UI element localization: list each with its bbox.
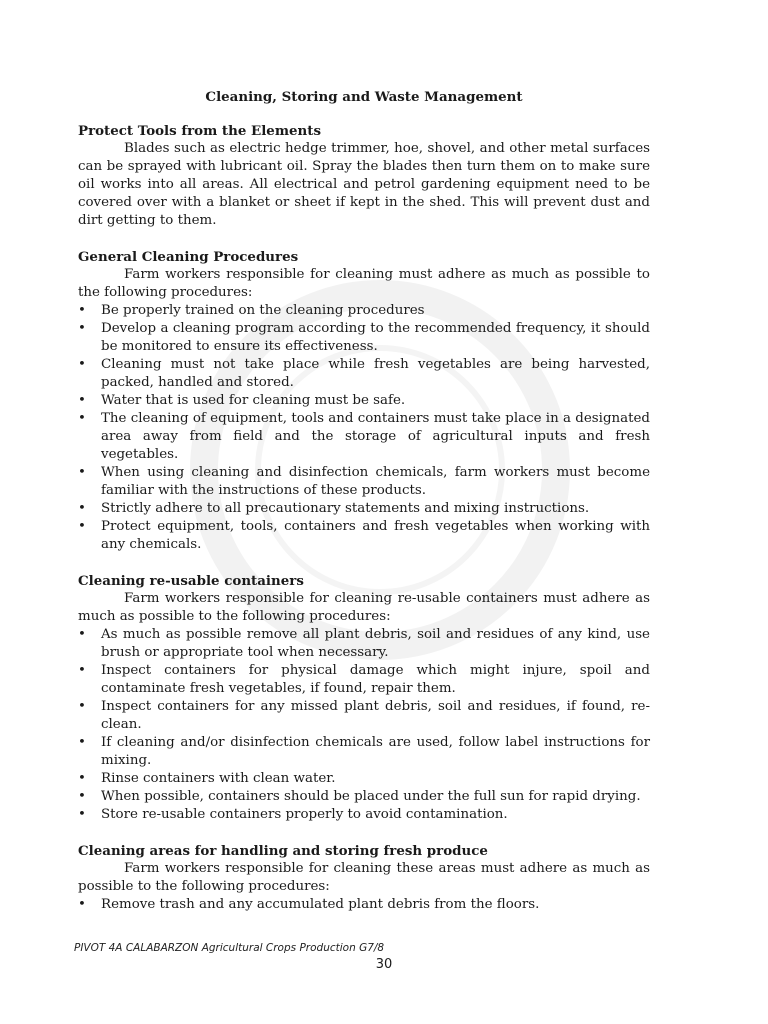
list-item [78,770,650,788]
list-item-text: Water that is used for cleaning must be safe. [101,393,406,408]
list-item-text: Protect equipment, tools, containers and fresh vegetables when working with any chemicals. [101,519,650,552]
bullet-icon: • [78,789,86,804]
page-title: Cleaning, Storing and Waste Management [205,89,523,105]
document-body [78,122,650,914]
list-item [78,698,650,734]
list-item-text: If cleaning and/or disinfection chemicals are used, follow label instructions for mixing. [101,735,650,768]
list-item [78,626,650,662]
section-heading: Cleaning areas for handling and storing fresh produce [78,843,488,859]
list-item [78,500,650,518]
bullet-icon: • [78,897,86,912]
bullet-icon: • [78,663,86,678]
list-item [78,464,650,500]
bullet-list [78,302,650,554]
list-item [78,806,650,824]
bullet-list [78,896,650,914]
list-item-text: Cleaning must not take place while fresh vegetables are being harvested, packed, handled and stored. [101,357,650,390]
list-item-text: Strictly adhere to all precautionary statements and mixing instructions. [101,501,590,516]
list-item [78,392,650,410]
list-item-text: Develop a cleaning program according to the recommended frequency, it should be monitored to ensure its effectiveness. [101,321,650,354]
section-heading: Protect Tools from the Elements [78,123,321,139]
section-paragraph: Farm workers responsible for cleaning these areas must adhere as much as possible to the following procedures: [78,861,650,894]
list-item [78,302,650,320]
list-item [78,896,650,914]
list-item-text: Remove trash and any accumulated plant debris from the floors. [101,897,540,912]
list-item-text: The cleaning of equipment, tools and containers must take place in a designated area away from field and the storage of agricultural inputs and fresh vegetables. [101,411,650,462]
bullet-icon: • [78,501,86,516]
bullet-icon: • [78,393,86,408]
bullet-icon: • [78,519,86,534]
list-item-text: Inspect containers for physical damage which might injure, spoil and contaminate fresh vegetables, if found, repair them. [101,663,650,696]
bullet-icon: • [78,411,86,426]
bullet-icon: • [78,807,86,822]
list-item [78,356,650,392]
bullet-icon: • [78,699,86,714]
bullet-icon: • [78,303,86,318]
bullet-icon: • [78,465,86,480]
list-item-text: When possible, containers should be placed under the full sun for rapid drying. [101,789,641,804]
list-item-text: Rinse containers with clean water. [101,771,336,786]
document-page [78,88,650,932]
section-heading: Cleaning re-usable containers [78,573,304,589]
section-paragraph: Blades such as electric hedge trimmer, hoe, shovel, and other metal surfaces can be sprayed with lubricant oil. Spray the blades then turn them on to make sure oil works into all areas. All electrical and petrol gardening equipment need to be covered over with a blanket or sheet if kept in the shed. This will prevent dust and dirt getting to them. [78,141,650,228]
list-item-text: Be properly trained on the cleaning procedures [101,303,425,318]
section [78,248,650,554]
section-heading: General Cleaning Procedures [78,249,299,265]
section [78,842,650,914]
list-item [78,734,650,770]
footer-text: PIVOT 4A CALABARZON Agricultural Crops Production G7/8 [74,942,385,954]
list-item [78,518,650,554]
bullet-icon: • [78,627,86,642]
list-item [78,320,650,356]
list-item [78,410,650,464]
bullet-icon: • [78,321,86,336]
list-item [78,662,650,698]
list-item-text: Inspect containers for any missed plant debris, soil and residues, if found, re-clean. [101,699,650,732]
section [78,572,650,824]
list-item-text: As much as possible remove all plant debris, soil and residues of any kind, use brush or appropriate tool when necessary. [101,627,650,660]
bullet-icon: • [78,357,86,372]
section-paragraph: Farm workers responsible for cleaning must adhere as much as possible to the following procedures: [78,267,650,300]
bullet-list [78,626,650,824]
section [78,122,650,230]
section-paragraph: Farm workers responsible for cleaning re-usable containers must adhere as much as possible to the following procedures: [78,591,650,624]
bullet-icon: • [78,735,86,750]
page-number: 30 [375,957,393,972]
list-item-text: Store re-usable containers properly to avoid contamination. [101,807,508,822]
list-item-text: When using cleaning and disinfection chemicals, farm workers must become familiar with the instructions of these products. [101,465,650,498]
bullet-icon: • [78,771,86,786]
list-item [78,788,650,806]
